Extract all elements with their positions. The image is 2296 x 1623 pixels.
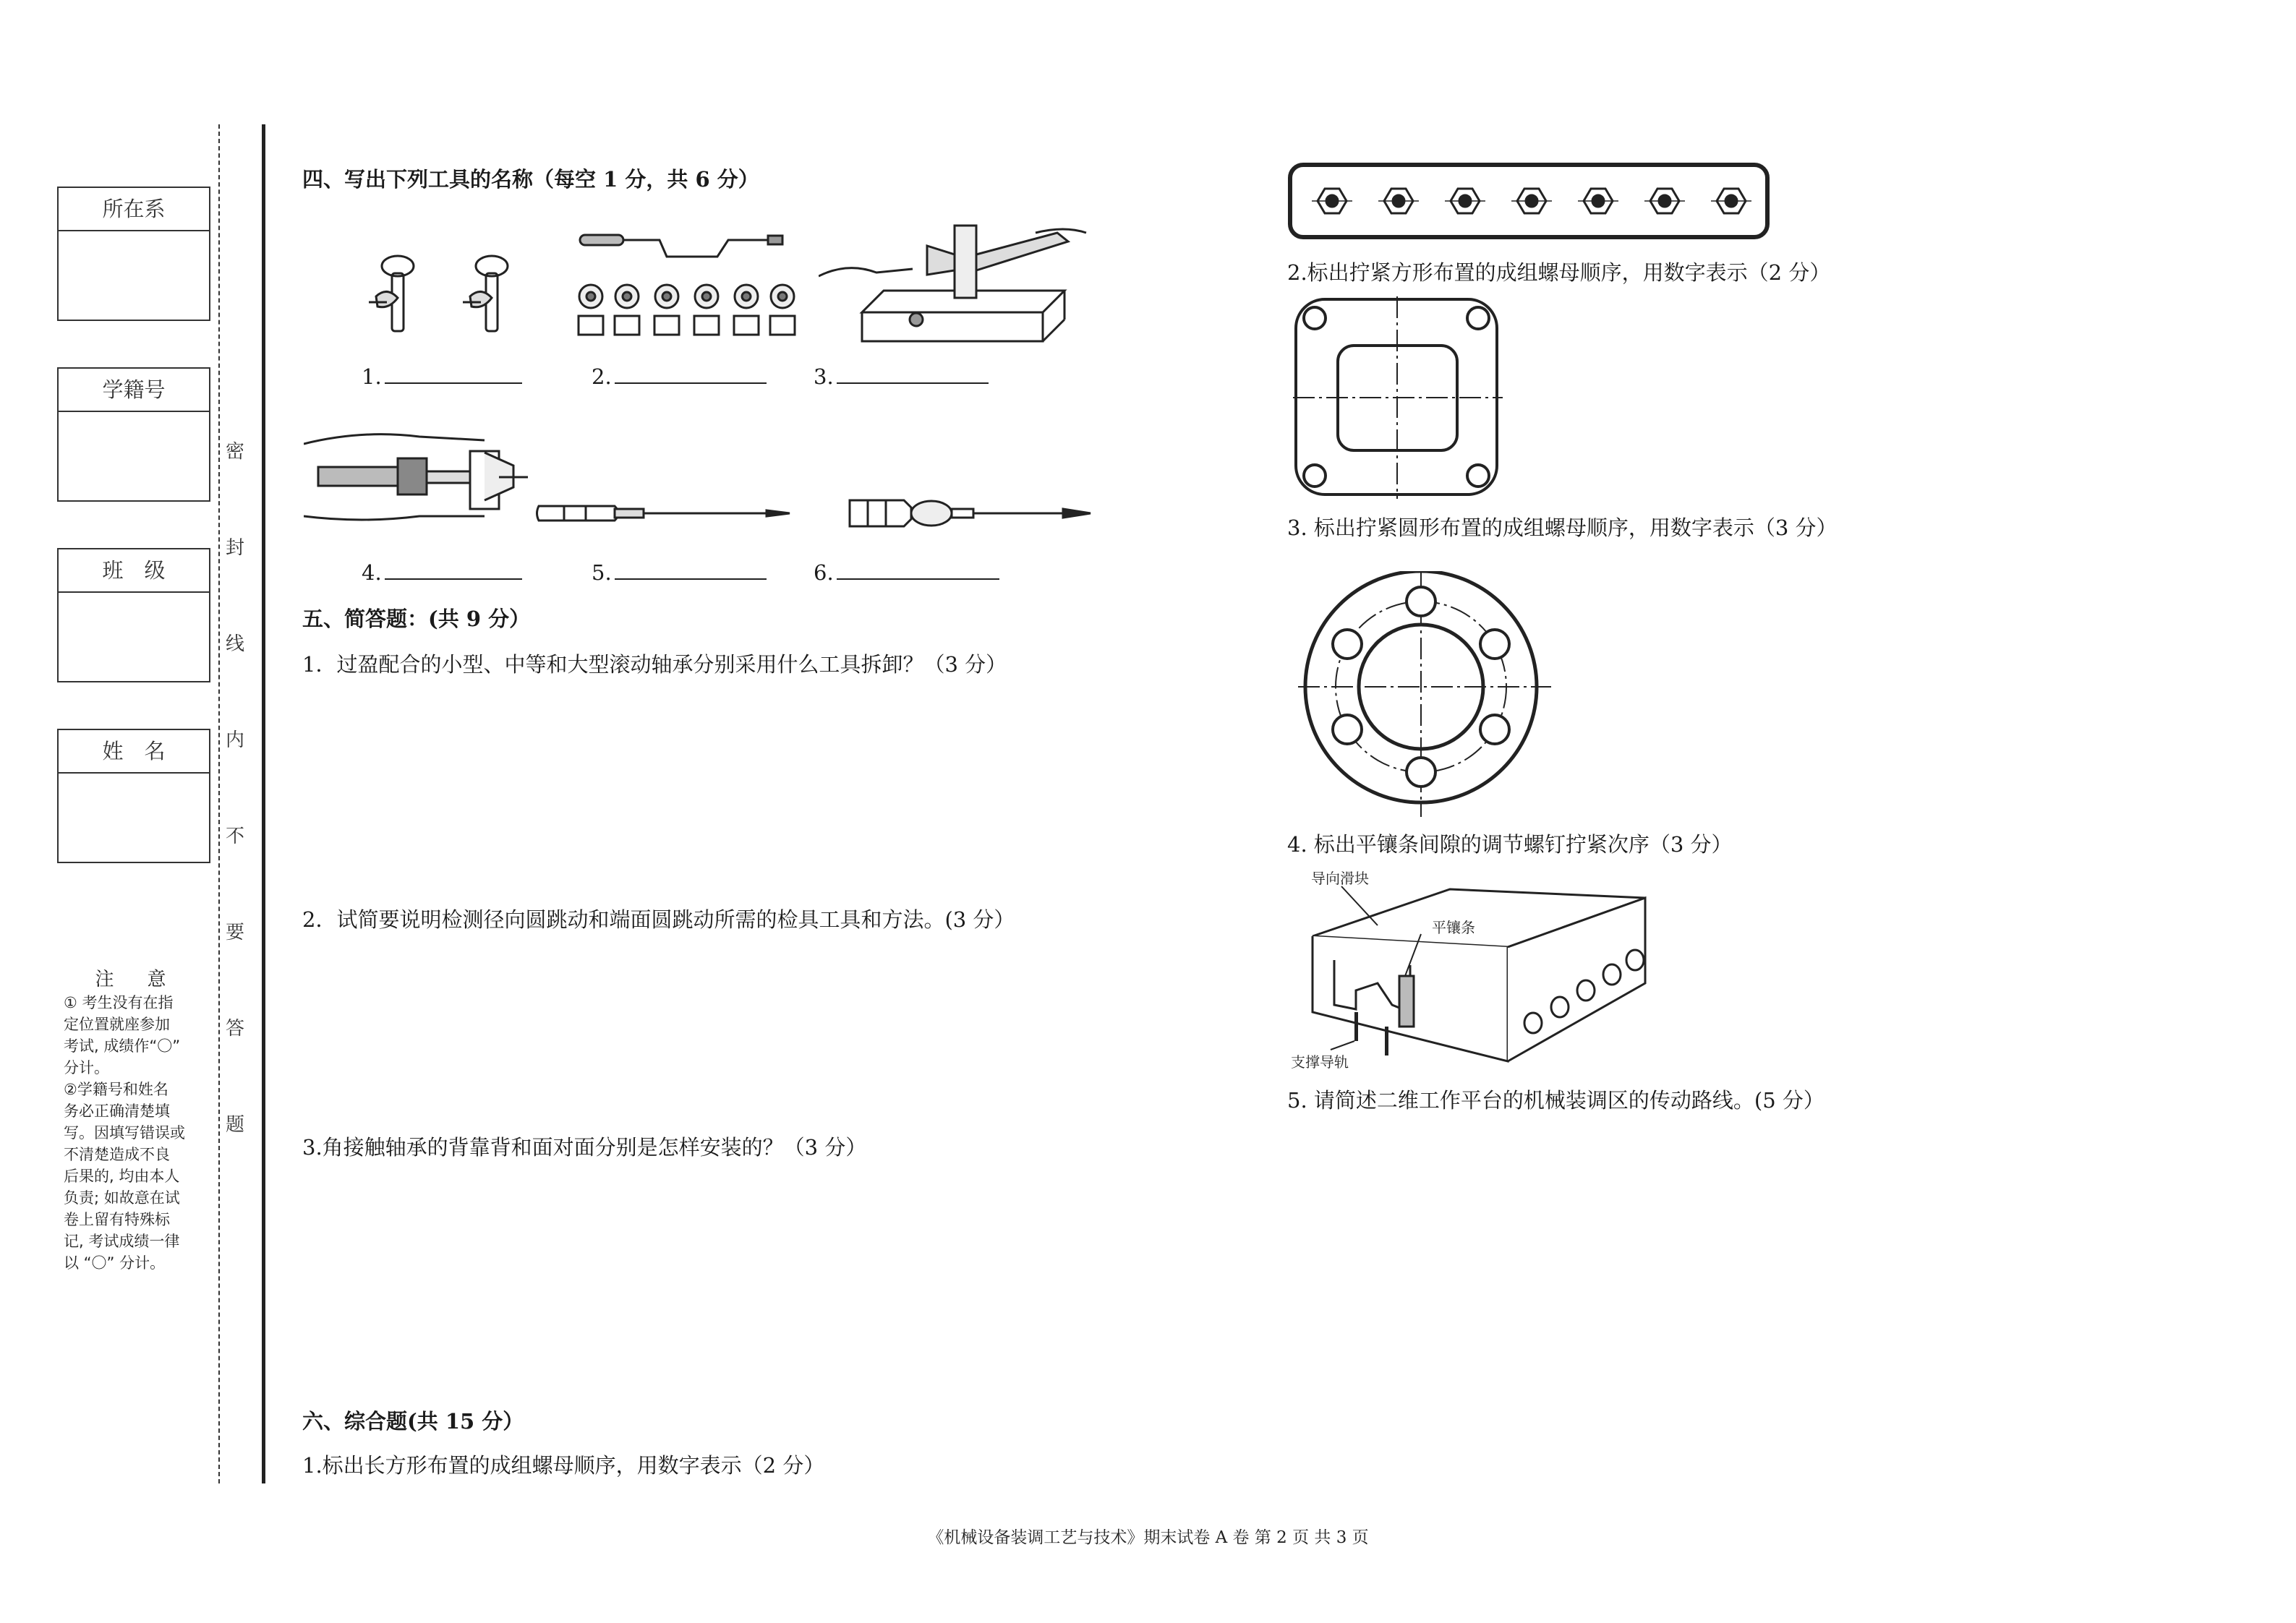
tool-blank-4[interactable] [362, 560, 522, 585]
gib-strip-slider-figure [1291, 868, 1652, 1074]
answer-area-5-3[interactable] [302, 1166, 1228, 1390]
tool-blank-1-label: 1. [362, 364, 382, 389]
seal-char: 密 [226, 441, 245, 463]
tool-blank-6-line[interactable] [837, 561, 999, 580]
tool-blank-3[interactable] [814, 364, 989, 389]
page-footer: 《机械设备装调工艺与技术》期末试卷 A 卷 第 2 页 共 3 页 [927, 1528, 1369, 1547]
tool-blank-5-line[interactable] [615, 561, 767, 580]
notes-line: 负责; 如故意在试 [64, 1189, 180, 1207]
notes-line: 定位置就座参加 [64, 1016, 170, 1033]
notes-line: 写。因填写错误或 [64, 1124, 185, 1142]
notes-line: 务必正确清楚填 [64, 1102, 170, 1120]
square-flange-figure [1293, 296, 1503, 499]
seal-char: 封 [226, 537, 245, 559]
field-name[interactable] [57, 729, 210, 863]
tool-blank-2-line[interactable] [615, 365, 767, 384]
seal-char: 要 [226, 922, 245, 943]
question-5-1: 1．过盈配合的小型、中等和大型滚动轴承分别采用什么工具拆卸？（3 分） [302, 652, 1007, 677]
field-student-id-label: 学籍号 [59, 369, 209, 412]
rectangular-nut-layout-figure [1287, 162, 1772, 241]
flathead-screwdriver-figure [846, 493, 1092, 534]
answer-area-5-1[interactable] [302, 683, 1228, 893]
question-6-5: 5. 请简述二维工作平台的机械装调区的传动路线。(5 分） [1287, 1088, 1825, 1113]
tool-blank-4-line[interactable] [385, 561, 522, 580]
notes-line: 不清楚造成不良 [64, 1146, 170, 1163]
section6-title: 六、综合题(共 15 分） [302, 1409, 524, 1434]
notes-line: 卷上留有特殊标 [64, 1211, 170, 1228]
notes-line: 后果的, 均由本人 [64, 1168, 180, 1185]
notes [64, 969, 205, 1274]
question-5-3: 3.角接触轴承的背靠背和面对面分别是怎样安装的？（3 分） [302, 1135, 867, 1160]
field-name-input[interactable] [59, 774, 209, 862]
notes-line: ① 考生没有在指 [64, 994, 174, 1011]
field-department-input[interactable] [59, 231, 209, 320]
question-5-2: 2．试简要说明检测径向圆跳动和端面圆跳动所需的检具工具和方法。(3 分） [302, 907, 1015, 932]
label-gib-strip: 平镶条 [1432, 919, 1475, 936]
question-6-2: 2.标出拧紧方形布置的成组螺母顺序，用数字表示（2 分） [1287, 260, 1831, 285]
seal-dashed-line [218, 124, 220, 1483]
seal-char: 不 [226, 826, 245, 847]
bearing-puller-figure [304, 408, 528, 538]
seal-char: 题 [226, 1114, 245, 1136]
open-end-wrench-figure [819, 211, 1091, 345]
field-class-input[interactable] [59, 593, 209, 681]
answer-area-5-2[interactable] [302, 938, 1228, 1126]
field-student-id-input[interactable] [59, 412, 209, 500]
tool-blank-5-label: 5. [592, 560, 612, 585]
notes-line: 考试, 成绩作“〇” [64, 1037, 181, 1055]
circular-flange-figure [1298, 571, 1558, 817]
notes-title: 注 意 [95, 969, 174, 990]
seal-char: 线 [226, 633, 245, 655]
seal-char: 答 [226, 1018, 245, 1040]
tool-blank-3-line[interactable] [837, 365, 989, 384]
notes-line: 记, 考试成绩一律 [64, 1233, 180, 1250]
field-department[interactable] [57, 187, 210, 321]
tool-blank-6-label: 6. [814, 560, 834, 585]
notes-line: 以 “〇” 分计。 [64, 1254, 166, 1272]
section5-title: 五、简答题：(共 9 分） [302, 607, 531, 631]
field-class-label: 班 级 [59, 549, 209, 593]
tool-blank-1-line[interactable] [385, 365, 522, 384]
label-guide-slider: 导向滑块 [1311, 870, 1369, 887]
tool-blank-4-label: 4. [362, 560, 382, 585]
screwdriver-figure [535, 499, 792, 528]
tool-blank-1[interactable] [362, 364, 522, 389]
notes-line: 分计。 [64, 1059, 109, 1076]
tool-blank-2[interactable] [592, 364, 767, 389]
field-class[interactable] [57, 548, 210, 682]
tool-blank-3-label: 3. [814, 364, 834, 389]
section4-title: 四、写出下列工具的名称（每空 1 分，共 6 分） [302, 167, 759, 192]
adjustable-wrench-figure [347, 252, 528, 346]
tool-blank-5[interactable] [592, 560, 767, 585]
label-support-rail: 支撑导轨 [1291, 1053, 1349, 1071]
question-6-1: 1.标出长方形布置的成组螺母顺序，用数字表示（2 分） [302, 1453, 825, 1478]
seal-char: 内 [226, 729, 245, 751]
field-name-label: 姓 名 [59, 730, 209, 774]
field-department-label: 所在系 [59, 188, 209, 231]
notes-line: ②学籍号和姓名 [64, 1081, 168, 1098]
margin-solid-line [262, 124, 265, 1483]
tool-blank-2-label: 2. [592, 364, 612, 389]
answer-area-6-5[interactable] [1287, 1121, 2227, 1496]
question-6-4: 4. 标出平镶条间隙的调节螺钉拧紧次序（3 分） [1287, 832, 1733, 857]
tool-blank-6[interactable] [814, 560, 999, 585]
question-6-3: 3. 标出拧紧圆形布置的成组螺母顺序，用数字表示（3 分） [1287, 515, 1838, 540]
socket-wrench-set-figure [573, 228, 804, 343]
field-student-id[interactable] [57, 367, 210, 502]
